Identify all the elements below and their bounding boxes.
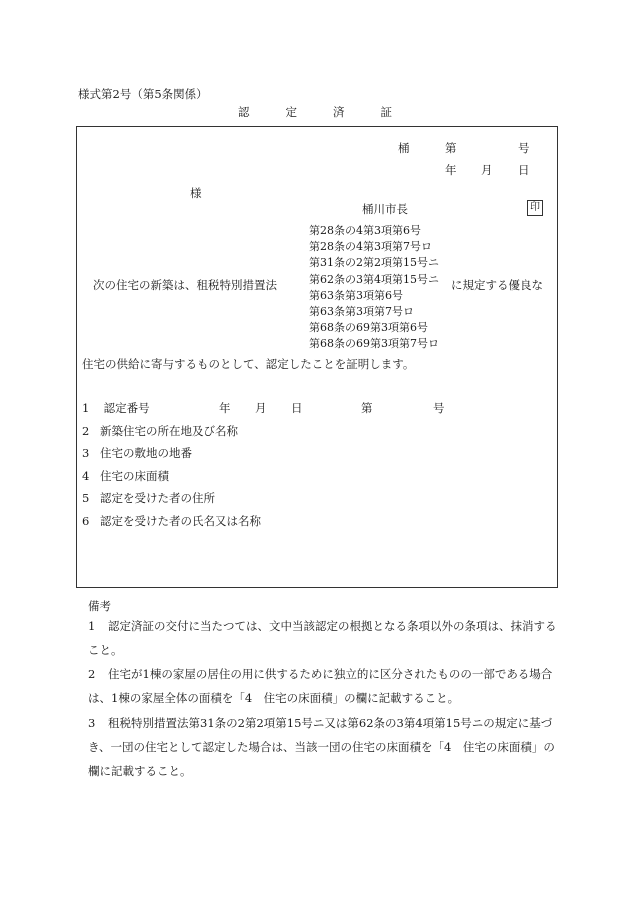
- statement-intro-tail: に規定する優良な: [451, 278, 543, 292]
- remark-text: 認定済証の交付に当たつては、文中当該認定の根拠となる条項以外の条項は、抹消すること。: [88, 619, 557, 657]
- law-reference: 第62条の3第4項第15号ニ: [309, 272, 439, 286]
- item-label: 認定を受けた者の住所: [100, 491, 215, 505]
- law-reference: 第28条の4第3項第6号: [309, 224, 421, 237]
- form-number-label: 様式第2号（第5条関係）: [78, 87, 208, 101]
- date-day: 日: [518, 163, 530, 177]
- date-month: 月: [481, 163, 493, 177]
- item-label: 認定番号: [103, 401, 150, 415]
- remark-number: 2: [88, 667, 96, 681]
- remarks-heading: 備考: [88, 599, 111, 613]
- remark-number: 3: [88, 716, 96, 730]
- item-number: 5: [82, 491, 90, 505]
- remark-number: 1: [88, 619, 96, 633]
- item-year: 年: [219, 401, 231, 415]
- remark-note: [88, 614, 558, 662]
- law-reference: 第31条の2第2項第15号ニ: [309, 256, 439, 270]
- law-reference: 第63条第3項第7号ロ: [309, 305, 414, 319]
- list-item: [82, 513, 502, 536]
- issue-number-go: 号: [518, 141, 530, 155]
- item-label: 住宅の敷地の地番: [100, 446, 192, 460]
- document-title: 認定済証: [238, 105, 428, 119]
- list-item: [82, 400, 502, 423]
- remark-note: [88, 662, 558, 710]
- list-item: [82, 490, 502, 513]
- item-number: 6: [82, 513, 90, 528]
- list-item: [82, 468, 502, 491]
- list-item: [82, 445, 502, 468]
- item-number: 2: [82, 423, 90, 438]
- item-number: 1: [82, 401, 90, 415]
- issuer-name: 桶川市長: [362, 202, 408, 216]
- law-reference: 第68条の69第3項第6号: [309, 321, 428, 335]
- item-day: 日: [291, 401, 303, 415]
- remark-text: 租税特別措置法第31条の2第2項第15号ニ又は第62条の3第4項第15号ニの規定に基づき、一団の住宅として認定した場合は、当該一団の住宅の床面積を「4 住宅の床面積」の欄に記載すること。: [88, 716, 555, 778]
- item-go: 号: [433, 401, 445, 415]
- item-label: 認定を受けた者の氏名又は名称: [100, 513, 261, 528]
- issue-number-dai: 第: [445, 141, 457, 155]
- law-reference: 第28条の4第3項第7号ロ: [309, 240, 432, 254]
- law-reference: 第68条の69第3項第7号ロ: [309, 337, 439, 351]
- remark-note: [88, 711, 558, 783]
- law-reference: 第63条第3項第6号: [309, 288, 403, 302]
- item-month: 月: [255, 401, 267, 415]
- seal-mark: 印: [527, 200, 543, 216]
- statement-continuation: 住宅の供給に寄与するものとして、認定したことを証明します。: [82, 357, 415, 371]
- remark-text: 住宅が1棟の家屋の居住の用に供するために独立的に区分されたものの一部である場合は、1棟の家屋全体の面積を「4 住宅の床面積」の欄に記載すること。: [88, 667, 553, 705]
- item-label: 住宅の床面積: [100, 468, 169, 483]
- recipient-honorific: 様: [190, 186, 202, 200]
- item-dai: 第: [361, 401, 373, 415]
- item-number: 4: [82, 468, 90, 483]
- item-number: 3: [82, 446, 90, 460]
- list-item: [82, 423, 502, 446]
- item-list: [82, 400, 502, 535]
- item-label: 新築住宅の所在地及び名称: [100, 423, 238, 438]
- statement-intro: 次の住宅の新築は、租税特別措置法: [93, 278, 277, 292]
- law-reference-list: [309, 223, 439, 353]
- date-year: 年: [445, 163, 457, 177]
- issue-number-prefix: 桶: [398, 141, 410, 155]
